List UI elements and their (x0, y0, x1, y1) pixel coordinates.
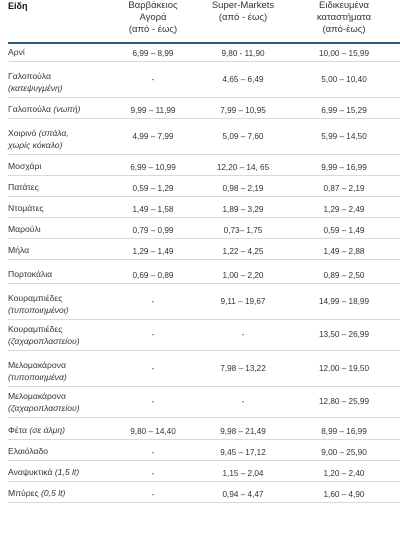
varvakeios-price-cell: 0,69 – 0,89 (108, 259, 198, 283)
item-name: Γαλοπούλα (8, 70, 51, 81)
item-name: Πορτοκάλια (8, 268, 53, 279)
header-varvakeios (108, 0, 198, 43)
item-name-cell (8, 97, 108, 118)
supermarket-price-cell: 1,22 – 4,25 (198, 238, 288, 259)
table-row (8, 175, 400, 196)
varvakeios-price-cell: - (108, 61, 198, 97)
item-name: Αναψυκτικά (8, 466, 53, 477)
varvakeios-price-cell: 0,59 – 1,29 (108, 175, 198, 196)
item-qualifier: (νωπή) (53, 103, 81, 114)
header-super-line2: (από - έως) (218, 12, 268, 23)
varvakeios-price-cell: - (108, 439, 198, 460)
specialty-price-cell: 9,99 – 16,99 (288, 154, 400, 175)
varvakeios-price-cell: - (108, 283, 198, 319)
table-row (8, 283, 400, 319)
item-name: Μελομακάρονα (8, 359, 66, 370)
specialty-price-cell: 6,99 – 15,29 (288, 97, 400, 118)
supermarket-price-cell: - (198, 386, 288, 417)
varvakeios-price-cell: 4,99 – 7,99 (108, 118, 198, 154)
varvakeios-price-cell: - (108, 319, 198, 350)
item-name: Χοιρινό (8, 127, 37, 138)
table-row (8, 319, 400, 350)
supermarket-price-cell: 5,09 – 7,60 (198, 118, 288, 154)
item-name: Ελαιόλαδο (8, 445, 49, 456)
specialty-price-cell: 12,00 – 19,50 (288, 350, 400, 386)
table-row (8, 481, 400, 502)
specialty-price-cell: 9,00 – 25,90 (288, 439, 400, 460)
item-qualifier: (0,5 lt) (41, 487, 66, 498)
varvakeios-price-cell: - (108, 460, 198, 481)
specialty-price-cell: 5,00 – 10,40 (288, 61, 400, 97)
table-row (8, 417, 400, 439)
specialty-price-cell: 0,89 – 2,50 (288, 259, 400, 283)
item-name-cell (8, 43, 108, 61)
item-name: Φέτα (8, 424, 27, 435)
specialty-price-cell: 14,99 – 18,99 (288, 283, 400, 319)
item-qualifier: (τυποποιημένοι) (8, 304, 69, 315)
header-specialty-stores (288, 0, 400, 43)
supermarket-price-cell: 0,73– 1,75 (198, 217, 288, 238)
header-super-line1: Super-Markets (211, 0, 275, 11)
supermarket-price-cell: 9,98 – 21,49 (198, 417, 288, 439)
specialty-price-cell: 1,60 – 4,90 (288, 481, 400, 502)
varvakeios-price-cell: 1,29 – 1,49 (108, 238, 198, 259)
table-header-row (8, 0, 400, 43)
varvakeios-price-cell: - (108, 386, 198, 417)
header-varvakeios-line1: Βαρβάκειος (128, 0, 178, 11)
supermarket-price-cell: 9,45 – 17,12 (198, 439, 288, 460)
table-row (8, 61, 400, 97)
table-body (8, 43, 400, 502)
item-name-cell (8, 154, 108, 175)
item-name-cell (8, 283, 108, 319)
item-qualifier: (1,5 lt) (54, 466, 80, 477)
item-name-cell (8, 319, 108, 350)
item-name-cell (8, 460, 108, 481)
item-qualifier: (σε άλμη) (29, 424, 66, 435)
varvakeios-price-cell: 6,99 – 8,99 (108, 43, 198, 61)
item-name-cell (8, 259, 108, 283)
supermarket-price-cell: 9,80 - 11,90 (198, 43, 288, 61)
specialty-price-cell: 13,50 – 26,99 (288, 319, 400, 350)
specialty-price-cell: 0,59 – 1,49 (288, 217, 400, 238)
item-name: Κουραμπιέδες (8, 292, 63, 303)
table-row (8, 196, 400, 217)
item-name: Ντομάτες (8, 202, 44, 213)
supermarket-price-cell: 1,00 – 2,20 (198, 259, 288, 283)
varvakeios-price-cell: 1,49 – 1,58 (108, 196, 198, 217)
supermarket-price-cell: 1,89 – 3,29 (198, 196, 288, 217)
table-row (8, 43, 400, 61)
supermarket-price-cell: 4,65 – 6,49 (198, 61, 288, 97)
varvakeios-price-cell: - (108, 481, 198, 502)
item-qualifier: (ζαχαροπλαστείου) (8, 335, 80, 346)
item-name: Μήλα (8, 244, 30, 255)
item-name-cell (8, 196, 108, 217)
supermarket-price-cell: 7,98 – 13,22 (198, 350, 288, 386)
item-name: Κουραμπιέδες (8, 323, 63, 334)
table-row (8, 386, 400, 417)
price-table (8, 0, 400, 503)
item-name-cell (8, 386, 108, 417)
specialty-price-cell: 5,99 – 14,50 (288, 118, 400, 154)
item-name-cell (8, 118, 108, 154)
header-special-line1: Ειδικευμένα (319, 0, 369, 11)
header-special-line3: (από-έως) (322, 24, 366, 35)
item-name: Αρνί (8, 46, 25, 57)
item-name-cell (8, 175, 108, 196)
item-name-cell (8, 439, 108, 460)
supermarket-price-cell: 12,20 – 14, 65 (198, 154, 288, 175)
item-name-cell (8, 238, 108, 259)
header-varvakeios-line2: Αγορά (139, 12, 167, 23)
item-qualifier: (ζαχαροπλαστείου) (8, 402, 80, 413)
item-name: Πατάτες (8, 181, 39, 192)
item-name-cell (8, 217, 108, 238)
header-items-label: Είδη (8, 1, 28, 11)
item-qualifier: (τυποποιημένα) (8, 371, 67, 382)
item-name-cell (8, 61, 108, 97)
item-name-cell (8, 481, 108, 502)
specialty-price-cell: 0,87 – 2,19 (288, 175, 400, 196)
specialty-price-cell: 1,49 – 2,88 (288, 238, 400, 259)
table-row (8, 439, 400, 460)
specialty-price-cell: 10,00 – 15,99 (288, 43, 400, 61)
item-qualifier: (σπάλα, (38, 127, 69, 138)
header-special-line2: καταστήματα (316, 12, 372, 23)
table-row (8, 238, 400, 259)
item-qualifier: χωρίς κόκαλο) (8, 139, 63, 150)
specialty-price-cell: 8,99 – 16,99 (288, 417, 400, 439)
supermarket-price-cell: 7,99 – 10,95 (198, 97, 288, 118)
item-name: Μαρούλι (8, 223, 41, 234)
item-name: Μοσχάρι (8, 160, 42, 171)
item-name-cell (8, 417, 108, 439)
header-varvakeios-line3: (από - έως) (128, 24, 178, 35)
varvakeios-price-cell: 9,80 – 14,40 (108, 417, 198, 439)
specialty-price-cell: 1,20 – 2,40 (288, 460, 400, 481)
table-row (8, 350, 400, 386)
varvakeios-price-cell: 9,99 – 11,99 (108, 97, 198, 118)
supermarket-price-cell: - (198, 319, 288, 350)
supermarket-price-cell: 9,11 – 19,67 (198, 283, 288, 319)
table-row (8, 118, 400, 154)
item-name: Μπύρες (8, 487, 39, 498)
item-name: Γαλοπούλα (8, 103, 51, 114)
specialty-price-cell: 1,29 – 2,49 (288, 196, 400, 217)
supermarket-price-cell: 0,94 – 4,47 (198, 481, 288, 502)
varvakeios-price-cell: 0,79 – 0,99 (108, 217, 198, 238)
varvakeios-price-cell: 6,99 – 10,99 (108, 154, 198, 175)
table-row (8, 97, 400, 118)
item-name: Μελομακάρονα (8, 390, 66, 401)
table-row (8, 217, 400, 238)
header-items (8, 0, 108, 43)
supermarket-price-cell: 1,15 – 2,04 (198, 460, 288, 481)
table-row (8, 154, 400, 175)
table-row (8, 259, 400, 283)
varvakeios-price-cell: - (108, 350, 198, 386)
specialty-price-cell: 12,80 – 25,99 (288, 386, 400, 417)
item-name-cell (8, 350, 108, 386)
table-row (8, 460, 400, 481)
header-supermarkets (198, 0, 288, 43)
supermarket-price-cell: 0,98 – 2,19 (198, 175, 288, 196)
item-qualifier: (κατεψυγμένη) (8, 82, 63, 93)
